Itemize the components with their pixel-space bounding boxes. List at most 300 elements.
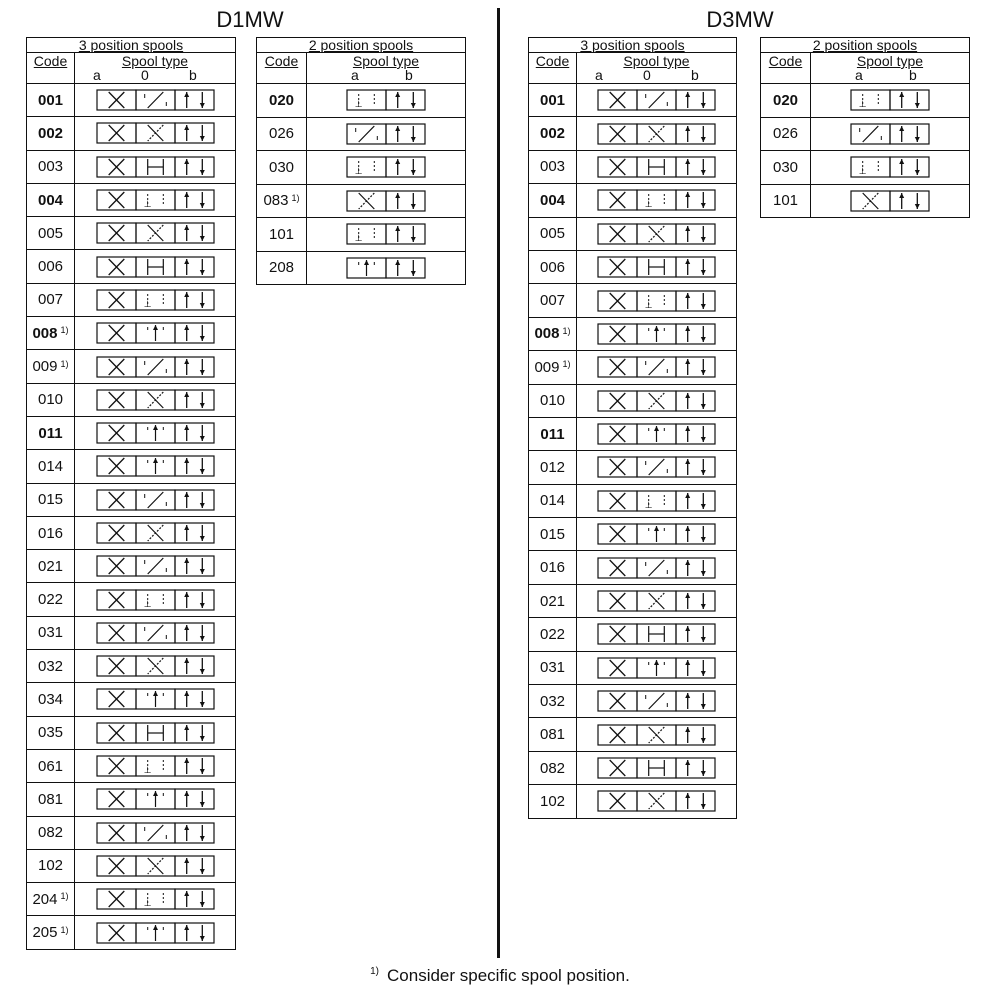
spool-symbol: [811, 118, 969, 151]
spool-symbol-graphic: [95, 154, 216, 180]
spool-symbol-graphic: [95, 420, 216, 446]
spool-code-text: 205: [32, 924, 58, 942]
spool-code-text: 102: [539, 792, 566, 810]
spool-symbol-graphic: [95, 387, 216, 413]
table-row: [529, 283, 736, 316]
spool-code: [529, 351, 577, 383]
spool-symbol-graphic: [849, 188, 931, 214]
footnote-ref: 1): [60, 924, 69, 935]
table-row: [27, 383, 235, 416]
spool-symbol-graphic: [95, 320, 216, 346]
spool-code: [27, 117, 75, 149]
spool-code-text: 006: [539, 258, 566, 276]
svg-text:⊥: ⊥: [644, 200, 653, 211]
spool-code-text: 007: [539, 292, 566, 310]
table-row: [257, 117, 465, 151]
spool-code: [27, 384, 75, 416]
position-label-cell: [75, 69, 235, 83]
spool-code: [27, 717, 75, 749]
spool-symbol-graphic: [95, 553, 216, 579]
spool-code-text: 015: [539, 525, 566, 543]
spool-symbol-graphic: [596, 688, 717, 714]
spool-symbol: [75, 284, 235, 316]
position-label-a: a: [855, 67, 863, 83]
spool-code: [529, 284, 577, 316]
spool-code-text: 026: [268, 125, 295, 143]
spool-code-text: 030: [772, 158, 799, 176]
spool-code: [27, 850, 75, 882]
spool-code-text: 002: [37, 124, 64, 142]
spool-symbol: [577, 251, 736, 283]
d1mw-2pos-header: 2 position spools: [257, 38, 465, 53]
table-row: [529, 150, 736, 183]
spool-symbol-graphic: [95, 753, 216, 779]
table-row: [529, 517, 736, 550]
spool-symbol-graphic: [596, 488, 717, 514]
table-row: [529, 450, 736, 483]
spool-code-text: 003: [539, 158, 566, 176]
spool-symbol: [75, 250, 235, 282]
spool-symbol-graphic: [95, 187, 216, 213]
spool-code: [27, 217, 75, 249]
table-row: [761, 150, 969, 184]
spool-code-text: 082: [539, 759, 566, 777]
table-row: [529, 784, 736, 817]
spool-symbol-graphic: [95, 920, 216, 946]
spool-code: [529, 618, 577, 650]
spool-symbol-graphic: [345, 121, 427, 147]
table-row: [529, 584, 736, 617]
spool-symbol: [75, 717, 235, 749]
blank-cell: [761, 69, 811, 83]
d3mw-3pos-header: 3 position spools: [529, 38, 736, 53]
table-row: [529, 751, 736, 784]
spool-code: [529, 184, 577, 216]
spool-symbol-graphic: [95, 487, 216, 513]
spool-symbol: [307, 84, 465, 117]
d3mw-3-position-table: [528, 37, 737, 819]
spool-symbol: [75, 783, 235, 815]
spool-code-text: 035: [37, 724, 64, 742]
spool-symbol-graphic: [345, 255, 427, 281]
spool-code-text: 014: [37, 457, 64, 475]
spool-symbol-graphic: [596, 154, 717, 180]
spool-symbol: [577, 218, 736, 250]
spool-symbol: [307, 185, 465, 218]
spool-symbol: [75, 817, 235, 849]
spool-code: [27, 783, 75, 815]
spool-symbol-graphic: [345, 221, 427, 247]
spool-code-text: 016: [539, 559, 566, 577]
spool-code-text: 004: [539, 191, 566, 209]
spool-symbol-graphic: [95, 820, 216, 846]
table-row: [27, 649, 235, 682]
spool-code-text: 034: [37, 690, 64, 708]
spool-code: [27, 184, 75, 216]
table-row: [27, 449, 235, 482]
spool-symbol: [577, 84, 736, 116]
spool-code-text: 081: [37, 790, 64, 808]
blank-cell: [529, 69, 577, 83]
spool-symbol: [577, 351, 736, 383]
spool-symbol: [75, 883, 235, 915]
svg-text:⊥: ⊥: [644, 500, 653, 511]
spool-code: [529, 117, 577, 149]
spool-symbol: [577, 618, 736, 650]
table-row: [529, 183, 736, 216]
spool-symbol-graphic: [596, 521, 717, 547]
svg-text:⊥: ⊥: [354, 234, 363, 245]
spool-code-text: 016: [37, 524, 64, 542]
spool-code: [27, 683, 75, 715]
table-row: [761, 184, 969, 218]
table-row: [27, 549, 235, 582]
spool-symbol-graphic: [95, 453, 216, 479]
spool-symbol: [577, 151, 736, 183]
spool-symbol: [307, 252, 465, 285]
d1mw-2pos-position-labels: [257, 69, 465, 83]
code-column-header: Code: [27, 53, 75, 69]
table-row: [529, 116, 736, 149]
table-row: [257, 217, 465, 251]
svg-text:⊥: ⊥: [354, 167, 363, 178]
svg-text:⊥: ⊥: [143, 599, 152, 610]
spool-symbol: [577, 685, 736, 717]
position-label-a: a: [351, 67, 359, 83]
spool-code-text: 005: [539, 225, 566, 243]
spool-symbol-graphic: [849, 121, 931, 147]
spool-code: [529, 451, 577, 483]
spool-code: [27, 550, 75, 582]
spool-code: [761, 151, 811, 184]
spool-code-text: 102: [37, 857, 64, 875]
spool-symbol: [75, 484, 235, 516]
spool-code-text: 011: [540, 425, 565, 443]
panel-divider: [497, 8, 500, 958]
spool-type-column-header: Spool type: [623, 53, 690, 69]
table-row: [27, 216, 235, 249]
spool-code: [529, 652, 577, 684]
footnote-mark: 1): [370, 966, 380, 978]
table-row: [27, 582, 235, 615]
spool-symbol-graphic: [95, 587, 216, 613]
spool-symbol-graphic: [95, 653, 216, 679]
svg-text:⊥: ⊥: [143, 899, 152, 910]
position-label-0: 0: [643, 67, 651, 83]
svg-text:⊥: ⊥: [858, 167, 867, 178]
spool-symbol: [307, 118, 465, 151]
d1mw-3-position-table: [26, 37, 236, 950]
table-row: [27, 882, 235, 915]
spool-code: [27, 317, 75, 349]
spool-code: [27, 284, 75, 316]
spool-symbol: [75, 650, 235, 682]
table-row: [27, 616, 235, 649]
spool-code: [27, 350, 75, 382]
spool-code-text: 101: [772, 192, 799, 210]
spool-symbol: [577, 284, 736, 316]
d1mw-2pos-column-headers: [257, 53, 465, 69]
spool-code: [529, 84, 577, 116]
svg-text:⊥: ⊥: [143, 766, 152, 777]
spool-symbol: [75, 617, 235, 649]
spool-symbol-graphic: [596, 121, 717, 147]
spool-code-text: 015: [37, 491, 64, 509]
spool-code: [27, 817, 75, 849]
footnote-ref: 1): [60, 358, 69, 369]
spool-symbol: [75, 384, 235, 416]
spool-code: [27, 417, 75, 449]
table-row: [529, 83, 736, 116]
spool-code-text: 032: [37, 657, 64, 675]
spool-symbol: [75, 450, 235, 482]
spool-symbol-graphic: [95, 354, 216, 380]
svg-text:⊥: ⊥: [143, 200, 152, 211]
spool-code: [27, 916, 75, 948]
spool-code: [27, 617, 75, 649]
table-row: [27, 116, 235, 149]
position-label-0: 0: [141, 67, 149, 83]
svg-text:⊥: ⊥: [644, 300, 653, 311]
spool-code: [529, 585, 577, 617]
blank-cell: [27, 69, 75, 83]
spool-code-text: 002: [539, 125, 566, 143]
table-row: [529, 350, 736, 383]
table-row: [529, 651, 736, 684]
table-row: [529, 250, 736, 283]
spool-code-text: 031: [539, 659, 566, 677]
spool-code: [761, 185, 811, 218]
spool-symbol: [577, 451, 736, 483]
spool-symbol-graphic: [95, 853, 216, 879]
panel-title-d3mw: D3MW: [706, 7, 774, 32]
spool-symbol-graphic: [345, 154, 427, 180]
spool-symbol: [811, 84, 969, 117]
spool-symbol: [75, 750, 235, 782]
spool-code-text: 011: [38, 424, 63, 442]
spool-code: [529, 485, 577, 517]
spool-symbol: [75, 317, 235, 349]
spool-code-text: 101: [268, 225, 295, 243]
spool-code-text: 082: [37, 824, 64, 842]
spool-code: [257, 84, 307, 117]
spool-symbol: [577, 117, 736, 149]
spool-code: [257, 118, 307, 151]
spool-symbol-graphic: [596, 187, 717, 213]
footnote-ref: 1): [562, 325, 571, 336]
spool-code-text: 004: [37, 191, 64, 209]
spool-code-text: 021: [539, 592, 566, 610]
spool-code-text: 006: [37, 258, 64, 276]
d1mw-2-position-table: [256, 37, 466, 285]
footnote-ref: 1): [60, 325, 69, 336]
table-row: [529, 217, 736, 250]
spool-symbol: [75, 117, 235, 149]
spool-symbol-graphic: [95, 620, 216, 646]
table-row: [529, 617, 736, 650]
spool-symbol-graphic: [95, 220, 216, 246]
spool-code: [27, 750, 75, 782]
table-row: [529, 717, 736, 750]
spool-code-text: 005: [37, 224, 64, 242]
table-row: [27, 849, 235, 882]
spool-code-text: 208: [268, 259, 295, 277]
spool-code: [529, 385, 577, 417]
table-row: [27, 416, 235, 449]
spool-code-text: 021: [37, 557, 64, 575]
spool-code: [529, 785, 577, 817]
table-row: [529, 684, 736, 717]
d1mw-3pos-header: 3 position spools: [27, 38, 235, 53]
table-row: [257, 251, 465, 285]
spool-symbol-graphic: [596, 354, 717, 380]
spool-symbol: [577, 418, 736, 450]
spool-symbol: [577, 184, 736, 216]
spool-symbol-graphic: [596, 755, 717, 781]
spool-symbol: [577, 785, 736, 817]
footnote-ref: 1): [291, 192, 300, 203]
spool-code: [761, 118, 811, 151]
spool-code-text: 020: [772, 91, 799, 109]
table-row: [529, 317, 736, 350]
spool-code: [529, 218, 577, 250]
svg-text:⊥: ⊥: [858, 100, 867, 111]
position-label-b: b: [405, 67, 413, 83]
table-row: [257, 150, 465, 184]
spool-code-text: 020: [268, 91, 295, 109]
spool-type-column-header: Spool type: [856, 53, 924, 69]
position-label-cell: [811, 69, 969, 83]
position-label-cell: [577, 69, 736, 83]
code-column-header: Code: [257, 53, 307, 69]
spool-code-text: 083: [263, 192, 289, 210]
spool-symbol-graphic: [345, 188, 427, 214]
spool-symbol: [75, 916, 235, 948]
table-row: [257, 83, 465, 117]
spool-code-text: 008: [32, 324, 58, 342]
table-row: [27, 682, 235, 715]
spool-code: [529, 718, 577, 750]
spool-code: [27, 484, 75, 516]
spool-code-text: 009: [32, 358, 58, 376]
spool-code: [257, 218, 307, 251]
table-row: [27, 782, 235, 815]
spool-symbol-graphic: [596, 788, 717, 814]
spool-code: [529, 151, 577, 183]
spool-code-text: 061: [37, 757, 64, 775]
spool-symbol: [75, 184, 235, 216]
spool-code-text: 031: [37, 624, 64, 642]
spool-symbol-graphic: [596, 288, 717, 314]
table-row: [27, 516, 235, 549]
blank-cell: [257, 69, 307, 83]
spool-symbol: [577, 318, 736, 350]
spool-symbol-graphic: [95, 786, 216, 812]
table-row: [27, 316, 235, 349]
table-row: [27, 816, 235, 849]
spool-symbol-graphic: [596, 722, 717, 748]
spool-code: [27, 883, 75, 915]
spool-symbol-graphic: [95, 254, 216, 280]
spool-code-text: 026: [772, 125, 799, 143]
spool-symbol-graphic: [596, 454, 717, 480]
spool-code-text: 032: [539, 692, 566, 710]
spool-symbol: [811, 185, 969, 218]
svg-text:⊥: ⊥: [354, 100, 363, 111]
footnote-text: Consider specific spool position.: [387, 966, 630, 985]
spool-code-text: 007: [37, 291, 64, 309]
spool-code: [529, 685, 577, 717]
spool-code-text: 014: [539, 492, 566, 510]
spool-code-text: 022: [37, 591, 64, 609]
footnote-ref: 1): [60, 891, 69, 902]
spool-symbol-graphic: [95, 87, 216, 113]
spool-symbol: [75, 417, 235, 449]
spool-code-text: 012: [539, 458, 566, 476]
spool-symbol: [577, 485, 736, 517]
spool-symbol-graphic: [596, 254, 717, 280]
spool-code: [529, 418, 577, 450]
spool-code: [27, 650, 75, 682]
table-row: [761, 83, 969, 117]
spool-symbol-graphic: [596, 621, 717, 647]
position-label-b: b: [691, 67, 699, 83]
spool-code-text: 001: [539, 91, 566, 109]
spool-symbol-graphic: [345, 87, 427, 113]
spool-symbol: [75, 850, 235, 882]
spool-symbol-graphic: [596, 221, 717, 247]
spool-code-text: 001: [37, 91, 64, 109]
spool-code: [27, 250, 75, 282]
table-row: [529, 484, 736, 517]
svg-text:⊥: ⊥: [143, 299, 152, 310]
table-row: [27, 716, 235, 749]
table-row: [27, 915, 235, 948]
spool-code: [529, 518, 577, 550]
spool-symbol: [577, 551, 736, 583]
table-row: [257, 184, 465, 218]
spool-symbol: [75, 550, 235, 582]
spool-code-text: 204: [32, 890, 58, 908]
spool-code: [529, 251, 577, 283]
spool-type-column-header: Spool type: [121, 53, 189, 69]
table-row: [27, 349, 235, 382]
spool-symbol-graphic: [95, 520, 216, 546]
table-row: [27, 249, 235, 282]
spool-code: [761, 84, 811, 117]
spool-symbol: [577, 652, 736, 684]
spool-symbol: [577, 718, 736, 750]
table-row: [529, 417, 736, 450]
spool-code-text: 081: [539, 726, 566, 744]
spool-code: [257, 185, 307, 218]
spool-code: [257, 151, 307, 184]
spool-symbol-graphic: [596, 388, 717, 414]
spool-symbol: [75, 583, 235, 615]
spool-symbol-graphic: [849, 87, 931, 113]
spool-code-text: 030: [268, 158, 295, 176]
spool-symbol: [75, 350, 235, 382]
spool-symbol-graphic: [95, 120, 216, 146]
spool-code-text: 010: [37, 391, 64, 409]
spool-symbol: [75, 84, 235, 116]
spool-symbol-graphic: [596, 555, 717, 581]
spool-symbol: [75, 683, 235, 715]
spool-symbol: [577, 752, 736, 784]
spool-symbol: [307, 151, 465, 184]
spool-code: [529, 752, 577, 784]
spool-code: [27, 517, 75, 549]
